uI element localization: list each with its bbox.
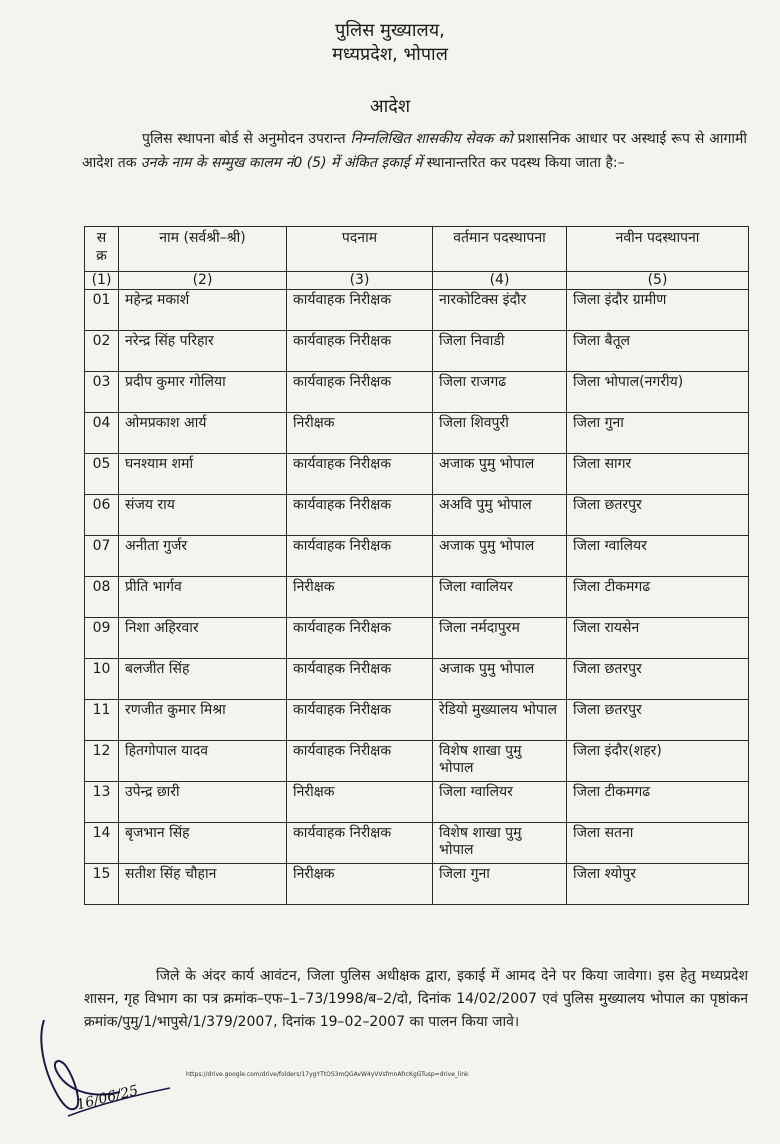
cell-serial: 11 <box>85 700 119 741</box>
signature-mark <box>30 1008 180 1128</box>
cell-name: नरेन्द्र सिंह परिहार <box>119 331 287 372</box>
header-location: मध्यप्रदेश, भोपाल <box>332 44 448 65</box>
table-row <box>85 413 749 454</box>
table-row <box>85 741 749 782</box>
cell-designation: कार्यवाहक निरीक्षक <box>287 741 433 782</box>
cell-current-posting: जिला निवाडी <box>433 331 567 372</box>
cell-current-posting: रेडियो मुख्यालय भोपाल <box>433 700 567 741</box>
col-number: (4) <box>433 272 567 290</box>
cell-name: बलजीत सिंह <box>119 659 287 700</box>
cell-new-posting: जिला टीकमगढ <box>567 577 749 618</box>
cell-designation: कार्यवाहक निरीक्षक <box>287 700 433 741</box>
cell-name: प्रदीप कुमार गोलिया <box>119 372 287 413</box>
cell-designation: कार्यवाहक निरीक्षक <box>287 536 433 577</box>
cell-designation: कार्यवाहक निरीक्षक <box>287 495 433 536</box>
header-new-posting: नवीन पदस्थापना <box>567 227 749 272</box>
col-number: (2) <box>119 272 287 290</box>
intro-paragraph <box>82 127 747 175</box>
cell-name: हितगोपाल यादव <box>119 741 287 782</box>
col-number: (5) <box>567 272 749 290</box>
cell-name: सतीश सिंह चौहान <box>119 864 287 905</box>
cell-new-posting: जिला ग्वालियर <box>567 536 749 577</box>
col-number: (3) <box>287 272 433 290</box>
cell-serial: 13 <box>85 782 119 823</box>
column-number-row <box>85 272 749 290</box>
cell-designation: कार्यवाहक निरीक्षक <box>287 618 433 659</box>
header-name: नाम (सर्वश्री–श्री) <box>119 227 287 272</box>
cell-serial: 12 <box>85 741 119 782</box>
cell-new-posting: जिला श्योपुर <box>567 864 749 905</box>
table-row <box>85 290 749 331</box>
table-row <box>85 454 749 495</box>
cell-current-posting: विशेष शाखा पुमु भोपाल <box>433 823 567 864</box>
cell-new-posting: जिला भोपाल(नगरीय) <box>567 372 749 413</box>
cell-serial: 04 <box>85 413 119 454</box>
cell-serial: 05 <box>85 454 119 495</box>
intro-part2: निम्नलिखित शासकीय सेवक को <box>350 131 513 147</box>
cell-current-posting: जिला शिवपुरी <box>433 413 567 454</box>
cell-designation: कार्यवाहक निरीक्षक <box>287 331 433 372</box>
intro-part1: पुलिस स्थापना बोर्ड से अनुमोदन उपरान्त <box>142 131 351 147</box>
cell-serial: 01 <box>85 290 119 331</box>
cell-current-posting: जिला गुना <box>433 864 567 905</box>
cell-name: रणजीत कुमार मिश्रा <box>119 700 287 741</box>
cell-designation: कार्यवाहक निरीक्षक <box>287 823 433 864</box>
cell-current-posting: नारकोटिक्स इंदौर <box>433 290 567 331</box>
cell-name: संजय राय <box>119 495 287 536</box>
cell-name: महेन्द्र मकार्श <box>119 290 287 331</box>
cell-designation: कार्यवाहक निरीक्षक <box>287 659 433 700</box>
cell-new-posting: जिला छतरपुर <box>567 659 749 700</box>
header-designation: पदनाम <box>287 227 433 272</box>
table-row <box>85 782 749 823</box>
cell-current-posting: अजाक पुमु भोपाल <box>433 454 567 495</box>
cell-serial: 14 <box>85 823 119 864</box>
cell-new-posting: जिला बैतूल <box>567 331 749 372</box>
cell-name: बृजभान सिंह <box>119 823 287 864</box>
table-header-row <box>85 227 749 272</box>
table-row <box>85 659 749 700</box>
cell-current-posting: विशेष शाखा पुमु भोपाल <box>433 741 567 782</box>
drive-link-text[interactable]: https://drive.google.com/drive/folders/17ygYTtOS3mQGAvW4yVVsfmnAfrcKgGTusp=drive_link <box>186 1071 469 1078</box>
cell-designation: निरीक्षक <box>287 413 433 454</box>
table-row <box>85 864 749 905</box>
order-title: आदेश <box>369 96 411 117</box>
cell-serial: 09 <box>85 618 119 659</box>
cell-current-posting: जिला ग्वालियर <box>433 577 567 618</box>
cell-new-posting: जिला रायसेन <box>567 618 749 659</box>
cell-designation: कार्यवाहक निरीक्षक <box>287 290 433 331</box>
cell-designation: निरीक्षक <box>287 782 433 823</box>
intro-part3: प्रशासनिक आधार पर अस्थाई रूप से आगामी आदेश तक <box>82 131 747 171</box>
table-row <box>85 700 749 741</box>
cell-serial: 15 <box>85 864 119 905</box>
table-row <box>85 577 749 618</box>
cell-new-posting: जिला गुना <box>567 413 749 454</box>
table-row <box>85 372 749 413</box>
cell-serial: 10 <box>85 659 119 700</box>
cell-name: ओमप्रकाश आर्य <box>119 413 287 454</box>
cell-designation: निरीक्षक <box>287 864 433 905</box>
intro-part5: स्थानान्तरित कर पदस्थ किया जाता है:– <box>422 155 625 171</box>
transfer-table <box>84 226 749 905</box>
cell-designation: निरीक्षक <box>287 577 433 618</box>
cell-name: निशा अहिरवार <box>119 618 287 659</box>
header-office: पुलिस मुख्यालय, <box>335 20 445 41</box>
cell-name: घनश्याम शर्मा <box>119 454 287 495</box>
cell-new-posting: जिला टीकमगढ <box>567 782 749 823</box>
cell-current-posting: अअवि पुमु भोपाल <box>433 495 567 536</box>
cell-designation: कार्यवाहक निरीक्षक <box>287 454 433 495</box>
cell-current-posting: जिला राजगढ <box>433 372 567 413</box>
cell-current-posting: अजाक पुमु भोपाल <box>433 659 567 700</box>
header-current-posting: वर्तमान पदस्थापना <box>433 227 567 272</box>
col-number: (1) <box>85 272 119 290</box>
signature-date: 16/06/25 <box>74 1082 140 1114</box>
cell-name: अनीता गुर्जर <box>119 536 287 577</box>
cell-new-posting: जिला इंदौर ग्रामीण <box>567 290 749 331</box>
header-serial: स क्र <box>85 227 119 272</box>
cell-serial: 03 <box>85 372 119 413</box>
cell-designation: कार्यवाहक निरीक्षक <box>287 372 433 413</box>
cell-current-posting: अजाक पुमु भोपाल <box>433 536 567 577</box>
cell-new-posting: जिला छतरपुर <box>567 495 749 536</box>
cell-current-posting: जिला ग्वालियर <box>433 782 567 823</box>
intro-part4: उनके नाम के सम्मुख कालम नं0 (5) में अंकित इकाई में <box>140 155 423 171</box>
cell-name: उपेन्द्र छारी <box>119 782 287 823</box>
table-row <box>85 495 749 536</box>
table-row <box>85 823 749 864</box>
table-row <box>85 331 749 372</box>
footer-paragraph: जिले के अंदर कार्य आवंटन, जिला पुलिस अधीक्षक द्वारा, इकाई में आमद देने पर किया जावेगा। इस हेतु मध्यप्रदेश शासन, गृह विभाग का पत्र क्रमांक–एफ–1–73/1998/ब–2/दो, दिनांक 14/02/2007 एवं पुलिस मुख्यालय भोपाल का पृष्ठांकन क्रमांक/पुमु/1/भापुसे/1/379/2007, दिनांक 19–02–2007 का पालन किया जावे। <box>84 968 748 1030</box>
cell-name: प्रीति भार्गव <box>119 577 287 618</box>
cell-serial: 08 <box>85 577 119 618</box>
cell-serial: 07 <box>85 536 119 577</box>
cell-new-posting: जिला इंदौर(शहर) <box>567 741 749 782</box>
table-row <box>85 536 749 577</box>
cell-new-posting: जिला छतरपुर <box>567 700 749 741</box>
cell-new-posting: जिला सागर <box>567 454 749 495</box>
table-row <box>85 618 749 659</box>
cell-current-posting: जिला नर्मदापुरम <box>433 618 567 659</box>
cell-serial: 06 <box>85 495 119 536</box>
cell-new-posting: जिला सतना <box>567 823 749 864</box>
cell-serial: 02 <box>85 331 119 372</box>
